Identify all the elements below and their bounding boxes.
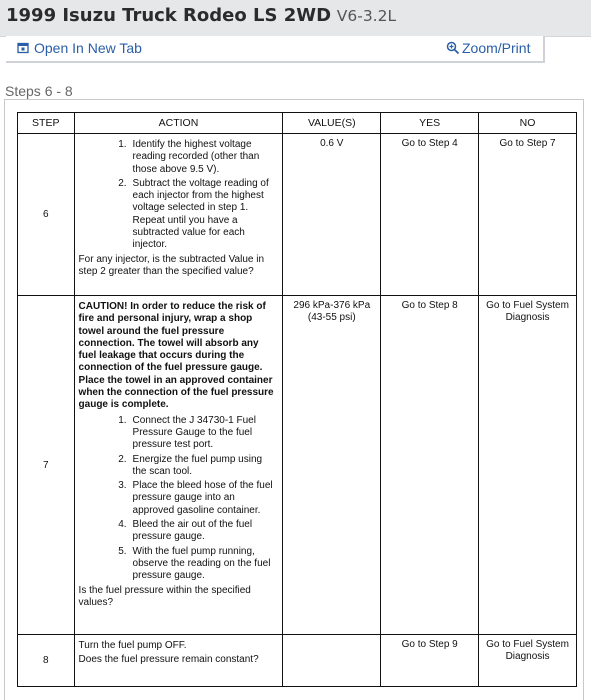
step-number: 6 <box>18 134 75 296</box>
zoom-icon <box>446 41 460 55</box>
action-line: Turn the fuel pump OFF. <box>78 640 187 651</box>
step-number: 8 <box>18 635 75 687</box>
col-value-header: VALUE(S) <box>283 113 381 134</box>
question-text: Is the fuel pressure within the specified values? <box>78 584 251 608</box>
col-no-header: NO <box>479 113 577 134</box>
action-item-text: Bleed the air out of the fuel pressure gauge. <box>132 519 253 543</box>
value-cell <box>283 635 381 687</box>
action-item: 2. Subtract the voltage reading of each injector from the highest voltage selected in step 1. Repeat until you have a subtracted value for each injector. <box>118 177 269 251</box>
action-item: 4. Bleed the air out of the fuel pressure gauge. <box>118 519 253 543</box>
action-item: 2. Energize the fuel pump using the scan tool. <box>118 453 263 477</box>
zoom-print-label: Zoom/Print <box>462 40 531 56</box>
col-yes-header: YES <box>381 113 479 134</box>
engine-label: V6-3.2L <box>336 7 397 25</box>
open-new-tab-link[interactable] <box>17 40 142 56</box>
step-number: 7 <box>18 296 75 635</box>
action-item-text: Connect the J 34730-1 Fuel Pressure Gauge to the fuel pressure test port. <box>132 414 256 451</box>
value-cell <box>283 296 381 635</box>
question-text: For any injector, is the subtracted Value in step 2 greater than the specified value? <box>78 253 265 277</box>
col-step-header: STEP <box>18 113 75 134</box>
page-title <box>6 5 396 26</box>
zoom-print-link[interactable] <box>446 40 530 56</box>
table-row <box>18 296 577 635</box>
action-item: 5. With the fuel pump running, observe the reading on the fuel pressure gauge. <box>118 545 271 582</box>
value-text: 296 kPa-376 kPa <box>293 300 371 311</box>
action-cell <box>74 635 283 687</box>
no-cell: Go to Fuel System Diagnosis <box>479 296 577 635</box>
action-item: 1. Identify the highest voltage reading recorded (other than those above 9.5 V). <box>118 139 260 175</box>
value-text-psi: (43-55 psi) <box>307 312 356 324</box>
col-action-header: ACTION <box>74 113 283 134</box>
title-bar <box>0 0 591 37</box>
action-item-text: Identify the highest voltage reading recorded (other than those above 9.5 V). <box>132 139 260 175</box>
question-text: Does the fuel pressure remain constant? <box>78 654 259 666</box>
action-item: 1. Connect the J 34730-1 Fuel Pressure Gauge to the fuel pressure test port. <box>118 414 256 451</box>
steps-table <box>17 112 577 687</box>
action-item-text: Subtract the voltage reading of each injector from the highest voltage selected in step 1. Repeat until you have a subtracted value for each injector. <box>132 177 269 251</box>
action-item-text: Energize the fuel pump using the scan tool. <box>132 453 263 477</box>
vehicle-title: 1999 Isuzu Truck Rodeo LS 2WD <box>6 5 332 26</box>
yes-cell: Go to Step 4 <box>381 134 479 296</box>
action-item-text: With the fuel pump running, observe the reading on the fuel pressure gauge. <box>132 545 271 582</box>
value-cell <box>283 134 381 296</box>
yes-cell: Go to Step 8 <box>381 296 479 635</box>
table-row <box>18 134 577 296</box>
toolbar <box>6 36 545 63</box>
no-cell: Go to Fuel System Diagnosis <box>479 635 577 687</box>
no-cell: Go to Step 7 <box>479 134 577 296</box>
open-new-tab-label: Open In New Tab <box>34 40 142 56</box>
action-item-text: Place the bleed hose of the fuel pressure gauge into an approved gasoline container. <box>132 480 273 516</box>
table-row <box>18 635 577 687</box>
yes-cell: Go to Step 9 <box>381 635 479 687</box>
action-item: 3. Place the bleed hose of the fuel pressure gauge into an approved gasoline container. <box>118 480 273 516</box>
value-text: 0.6 V <box>320 138 344 149</box>
caution-text: CAUTION! In order to reduce the risk of fire and personal injury, wrap a shop towel around the fuel pressure connection. The towel will absorb any fuel leakage that occurs during the connection of the fuel pressure gauge. Place the towel in an approved container when the connection of the fuel pressure gauge is complete. <box>78 301 274 411</box>
action-cell <box>74 134 283 296</box>
table-header-row <box>18 113 577 134</box>
action-cell <box>74 296 283 635</box>
open-new-tab-icon <box>17 42 29 54</box>
section-label: Steps 6 - 8 <box>5 83 73 99</box>
